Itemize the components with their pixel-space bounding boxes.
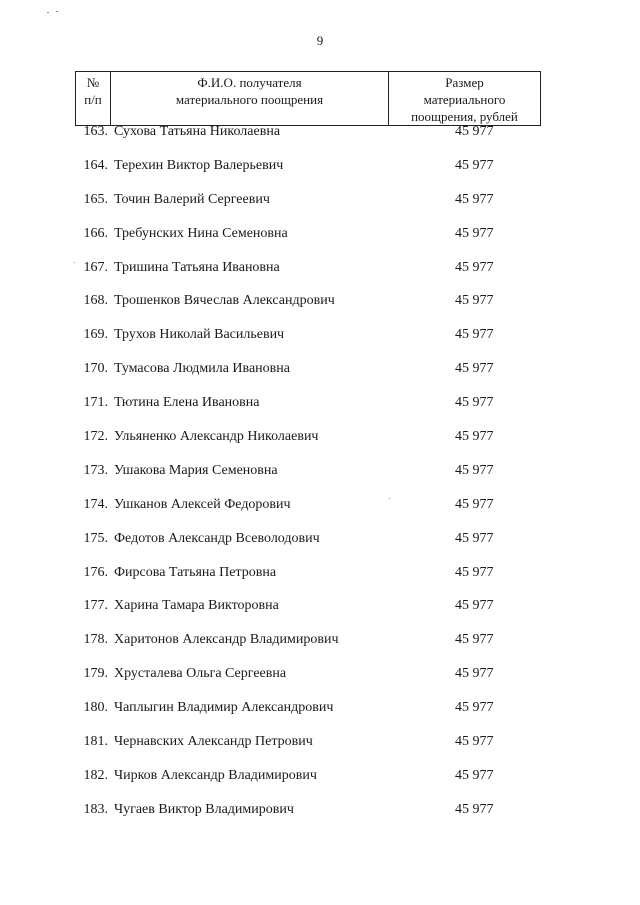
recipient-name: Федотов Александр Всеволодович: [114, 530, 320, 546]
row-number: 165.: [83, 191, 108, 207]
reward-amount: 45 977: [455, 157, 494, 173]
reward-amount: 45 977: [455, 259, 494, 275]
row-number: 168.: [83, 293, 108, 309]
list-item: [0, 565, 640, 599]
row-number: 173.: [83, 462, 108, 478]
list-item: [0, 293, 640, 327]
list-item: [0, 632, 640, 666]
row-number: 166.: [83, 225, 108, 241]
list-item: [0, 260, 640, 294]
recipient-name: Чирков Александр Владимирович: [114, 767, 317, 783]
row-number: 176.: [83, 564, 108, 580]
row-number: 175.: [83, 530, 108, 546]
row-number: 174.: [83, 496, 108, 512]
header-amount-cell: [389, 72, 541, 126]
header-number-label: №: [86, 75, 100, 90]
row-number: 172.: [83, 429, 108, 445]
recipient-name: Тютина Елена Ивановна: [114, 395, 260, 411]
list-item: [0, 327, 640, 361]
recipient-name: Точин Валерий Сергеевич: [114, 191, 270, 207]
reward-amount: 45 977: [455, 124, 494, 139]
reward-amount: 45 977: [455, 801, 494, 817]
list-item: [0, 395, 640, 429]
reward-amount: 45 977: [455, 191, 494, 207]
reward-amount: 45 977: [455, 700, 494, 716]
header-number-cell: [76, 72, 111, 126]
header-name-cell: [111, 72, 389, 126]
row-number: 164.: [83, 157, 108, 173]
list-item: [0, 124, 640, 158]
recipient-name: Чугаев Виктор Владимирович: [114, 801, 294, 817]
list-item: [0, 768, 640, 802]
reward-amount: 45 977: [455, 564, 494, 580]
row-number: 181.: [83, 734, 108, 750]
list-item: [0, 429, 640, 463]
recipient-name: Чаплыгин Владимир Александрович: [114, 700, 334, 716]
row-number: 163.: [83, 124, 108, 139]
scan-speck: [56, 11, 58, 12]
row-number: 171.: [83, 395, 108, 411]
recipient-name: Фирсова Татьяна Петровна: [114, 564, 277, 580]
list-item: [0, 226, 640, 260]
list-item: [0, 734, 640, 768]
header-name-sublabel: материального поощрения: [175, 92, 324, 107]
scan-speck: [389, 498, 390, 499]
row-number: 182.: [83, 767, 108, 783]
reward-amount: 45 977: [455, 734, 494, 750]
header-name-label: Ф.И.О. получателя: [197, 75, 302, 90]
reward-amount: 45 977: [455, 666, 494, 682]
recipient-name: Тришина Татьяна Ивановна: [114, 259, 280, 275]
list-item: [0, 666, 640, 700]
recipient-name: Трухов Николай Васильевич: [114, 327, 285, 343]
reward-amount: 45 977: [455, 225, 494, 241]
reward-amount: 45 977: [455, 293, 494, 309]
recipient-name: Ульяненко Александр Николаевич: [114, 429, 319, 445]
reward-amount: 45 977: [455, 530, 494, 546]
row-number: 169.: [83, 327, 108, 343]
header-amount-sublabel-2: поощрения, рублей: [411, 109, 518, 124]
reward-amount: 45 977: [455, 327, 494, 343]
list-item: [0, 531, 640, 565]
recipient-name: Хрусталева Ольга Сергеевна: [114, 666, 287, 682]
recipient-name: Терехин Виктор Валерьевич: [114, 157, 284, 173]
reward-amount: 45 977: [455, 361, 494, 377]
list-item: [0, 598, 640, 632]
row-number: 180.: [83, 700, 108, 716]
reward-amount: 45 977: [455, 632, 494, 648]
recipient-name: Требунских Нина Семеновна: [114, 225, 288, 241]
row-number: 178.: [83, 632, 108, 648]
list-item: [0, 192, 640, 226]
list-item: [0, 497, 640, 531]
header-amount-sublabel-1: материального: [423, 92, 506, 107]
row-number: 167.: [83, 259, 108, 275]
list-item: [0, 158, 640, 192]
reward-amount: 45 977: [455, 767, 494, 783]
list-item: [0, 361, 640, 395]
header-number-sublabel: п/п: [84, 92, 102, 107]
table-header: [75, 71, 541, 126]
scan-speck: [74, 262, 75, 263]
list-item: [0, 463, 640, 497]
page-number: 9: [316, 33, 324, 48]
reward-amount: 45 977: [455, 496, 494, 512]
row-number: 179.: [83, 666, 108, 682]
recipient-name: Харитонов Александр Владимирович: [114, 632, 339, 648]
row-number: 170.: [83, 361, 108, 377]
reward-amount: 45 977: [455, 598, 494, 614]
row-number: 177.: [83, 598, 108, 614]
scan-speck: [47, 12, 49, 13]
list-item: [0, 700, 640, 734]
recipient-name: Сухова Татьяна Николаевна: [114, 124, 281, 139]
list-item: [0, 802, 640, 836]
recipient-name: Харина Тамара Викторовна: [114, 598, 279, 614]
row-number: 183.: [83, 801, 108, 817]
reward-amount: 45 977: [455, 395, 494, 411]
recipient-name: Трошенков Вячеслав Александрович: [114, 293, 335, 309]
reward-amount: 45 977: [455, 429, 494, 445]
recipient-name: Тумасова Людмила Ивановна: [114, 361, 290, 377]
recipient-name: Ушканов Алексей Федорович: [114, 496, 291, 512]
reward-amount: 45 977: [455, 462, 494, 478]
recipient-name: Чернавских Александр Петрович: [114, 734, 313, 750]
recipient-name: Ушакова Мария Семеновна: [114, 462, 278, 478]
header-amount-label: Размер: [445, 75, 484, 90]
recipient-list: [0, 124, 640, 836]
